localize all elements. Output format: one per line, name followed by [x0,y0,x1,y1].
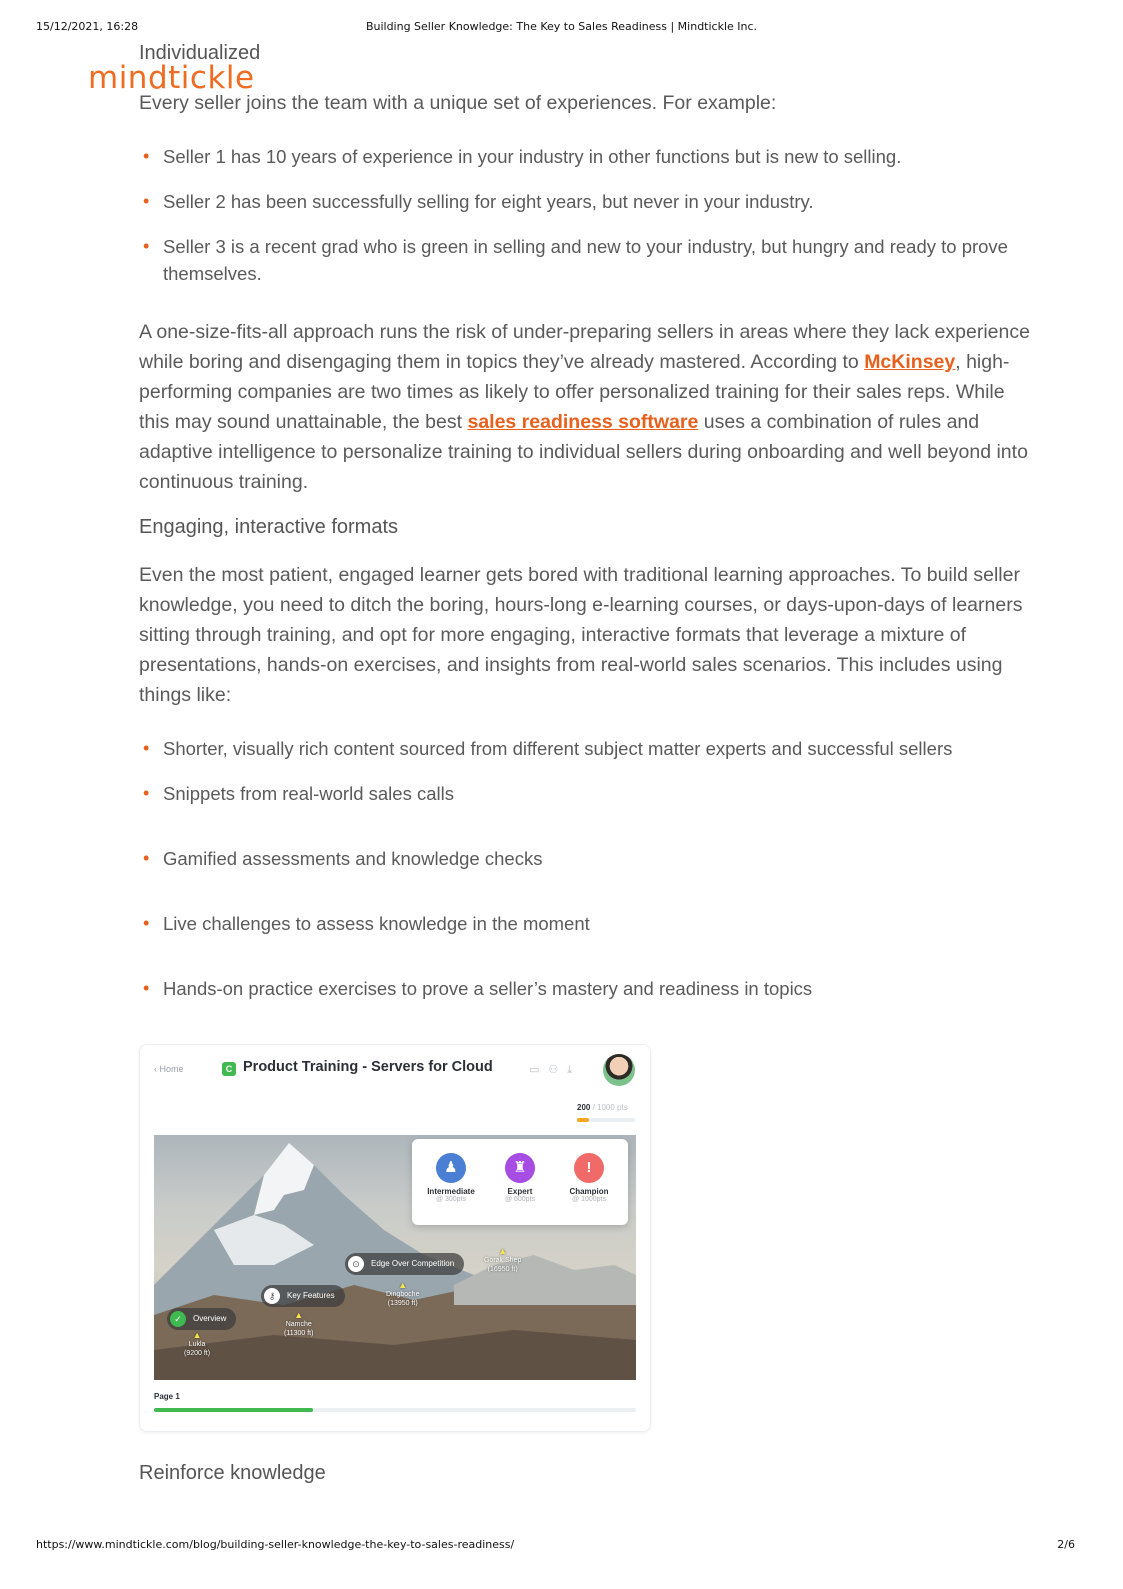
camp-marker-icon: ▲ [498,1246,508,1256]
intro-paragraph [139,88,1039,118]
screenshot-toolbar [140,1045,650,1099]
chat-icon[interactable]: ▭ [529,1064,549,1076]
bullet-icon: • [143,848,150,868]
list-item: • Shorter, visually rich content sourced from different subject matter experts and successful sellers [139,735,1019,762]
camp-marker-icon: ▲ [192,1330,202,1340]
camp-lukla: ▲ Lukla (9200 ft) [184,1330,211,1357]
camp-gorak-shep: ▲ Gorak Shep (16950 ft) [484,1246,522,1273]
camp-namche: ▲ Namche (11300 ft) [284,1310,314,1337]
level-champion-icon: ! [574,1153,604,1183]
section-heading-engaging: Engaging, interactive formats [139,516,399,538]
bullet-icon: • [143,913,150,933]
download-icon[interactable]: ⤓ [567,1064,582,1076]
list-item: • Live challenges to assess knowledge in the moment [139,910,1019,937]
camp-marker-icon: ▲ [398,1280,408,1290]
list-item: • Seller 3 is a recent grad who is green in selling and new to your industry, but hungry and ready to prove themselves. [139,233,1019,287]
section-heading-individualized: Individualized [139,42,261,64]
course-badge: C [222,1062,236,1076]
sales-readiness-software-link[interactable]: sales readiness software [467,411,699,433]
page-indicator: Page 1 [154,1392,180,1401]
mountain-map [154,1135,636,1380]
camp-marker-icon: ▲ [294,1310,304,1320]
bullet-icon: • [143,978,150,998]
engaging-text: Even the most patient, engaged learner gets bored with traditional learning approaches. To build seller knowledge, you need to ditch the boring, hours-long e-learning courses, or days-upon-days of learners sitting through training, and opt for more engaging, interactive formats that leverage a mixture of presentations, hands-on exercises, and insights from real-world sales scenarios. This includes using things like: [139,564,1023,706]
print-page-number: 2/6 [1057,1538,1075,1551]
print-datetime: 15/12/2021, 16:28 [36,20,139,33]
list-item: • Gamified assessments and knowledge checks [139,845,1019,872]
points-progress-bar [577,1118,635,1122]
milestone-key-features[interactable]: ⚷ Key Features [261,1285,345,1307]
personalization-paragraph [139,317,1039,497]
camp-dingboche: ▲ Dingboche (13950 ft) [386,1280,420,1307]
list-item: • Snippets from real-world sales calls [139,780,1019,807]
bullet-icon: • [143,783,150,803]
mckinsey-link[interactable]: McKinsey [864,351,956,373]
points-progress-fill [577,1118,589,1122]
mindtickle-logo[interactable]: mindtickle [88,60,255,96]
avatar[interactable] [603,1054,635,1086]
print-page-title: Building Seller Knowledge: The Key to Sales Readiness | Mindtickle Inc. [365,20,758,33]
level-champion: ! Champion @ 1000pts [554,1153,624,1203]
page-progress-fill [154,1408,313,1412]
toolbar-icons[interactable] [529,1063,581,1077]
page-progress-bar [154,1408,636,1412]
team-icon[interactable]: ⚇ [548,1064,568,1076]
level-intermediate: ♟ Intermediate @ 300pts [416,1153,486,1203]
bullet-icon: • [143,146,150,166]
seller-examples-list [139,143,1019,287]
personalization-text: A one-size-fits-all approach runs the risk of under-preparing sellers in areas where they lack experience while boring and disengaging them in topics they’ve already mastered. According to McKinsey, high-performing companies are two times as likely to offer personalized training for their sales reps. While this may sound unattainable, the best sales readiness software uses a combination of rules and adaptive intelligence to personalize training to individual sellers during onboarding and well beyond into continuous training. [139,321,1030,493]
points-readout: 200 / 1000 pts [577,1103,628,1112]
list-item: • Seller 2 has been successfully selling for eight years, but never in your industry. [139,188,1019,215]
section-heading-reinforce: Reinforce knowledge [139,1462,326,1484]
level-intermediate-icon: ♟ [436,1153,466,1183]
engaging-paragraph [139,560,1039,710]
milestone-edge-over-competition[interactable]: ⊙ Edge Over Competition [345,1253,464,1275]
milestone-overview[interactable]: ✓ Overview [167,1308,236,1330]
lock-icon: ⊙ [348,1256,364,1272]
level-badges-card [412,1139,628,1225]
list-item: • Hands-on practice exercises to prove a seller’s mastery and readiness in topics [139,975,1019,1002]
bullet-icon: • [143,191,150,211]
check-icon: ✓ [170,1311,186,1327]
home-link[interactable]: ‹ Home [154,1064,184,1074]
list-item: • Seller 1 has 10 years of experience in your industry in other functions but is new to selling. [139,143,1019,170]
bullet-icon: • [143,236,150,256]
print-url: https://www.mindtickle.com/blog/building-seller-knowledge-the-key-to-sales-readiness/ [36,1538,515,1551]
level-expert: ♜ Expert @ 600pts [485,1153,555,1203]
bullet-icon: • [143,738,150,758]
course-title: Product Training - Servers for Cloud [243,1059,493,1075]
intro-text: Every seller joins the team with a unique set of experiences. For example: [139,92,777,114]
level-expert-icon: ♜ [505,1153,535,1183]
formats-list [139,735,1019,1002]
key-icon: ⚷ [264,1288,280,1304]
product-training-screenshot [139,1044,651,1432]
